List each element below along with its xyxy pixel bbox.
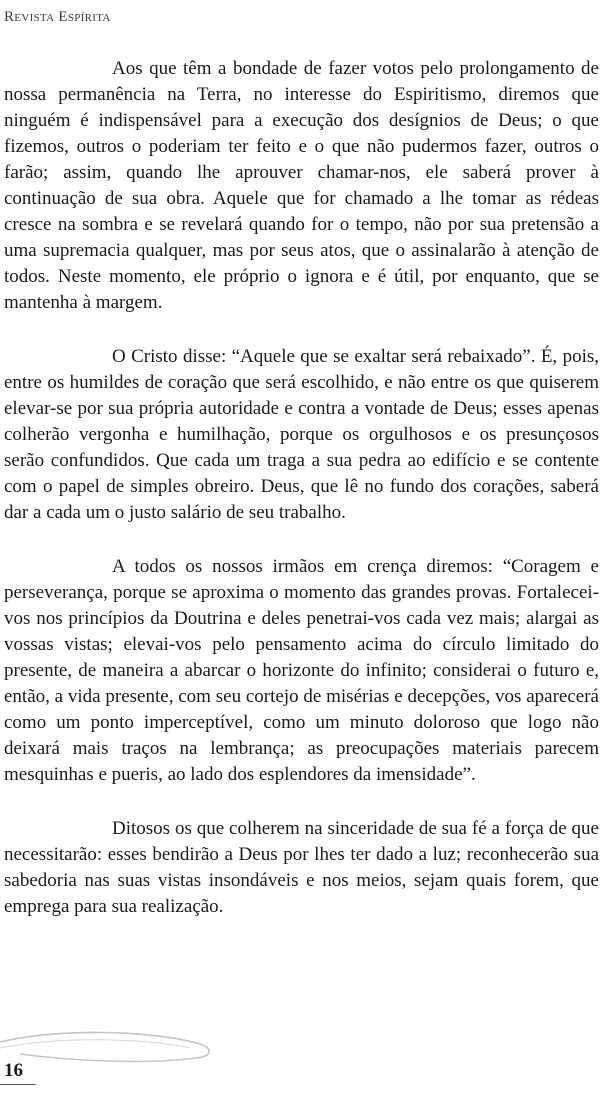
running-header: Revista Espírita [4,9,111,25]
paragraph-2: O Cristo disse: “Aquele que se exaltar será rebaixado”. É, pois, entre os humildes de coração que será escolhido, e não entre os que quiserem elevar-se por sua própria autoridade e contra a vontade de Deus; esses apenas colherão vergonha e humilhação, porque os orgulhosos e os presunçosos serão confundidos. Que cada um traga a sua pedra ao edifício e se contente com o papel de simples obreiro. Deus, que lê no fundo dos corações, saberá dar a cada um o justo salário de seu trabalho. [4,346,599,523]
page-number-rule [0,1084,36,1085]
page-number: 16 [4,1060,23,1081]
paragraph-3: A todos os nossos irmãos em crença diremos: “Coragem e perseverança, porque se aproxima o momento das grandes provas. Fortalecei-vos nos princípios da Doutrina e deles penetrai-vos cada vez mais; alargai as vossas vistas; elevai-vos pelo pensamento acima do círculo limitado do presente, de maneira a abarcar o horizonte do infinito; considerai o futuro e, então, a vida presente, com seu cortejo de misérias e decepções, vos aparecerá como um ponto imperceptível, como um minuto doloroso que logo não deixará mais traços na lembrança; as preocupações materiais parecem mesquinhas e pueris, ao lado dos esplendores da imensidade”. [4,556,599,785]
footer-swoosh-ornament [0,1028,230,1068]
paragraph-4: Ditosos os que colherem na sinceridade de sua fé a força de que necessitarão: esses bendirão a Deus por lhes ter dado a luz; reconhecerão sua sabedoria nas suas vistas insondáveis e nos meios, sejam quais forem, que emprega para sua realização. [4,818,599,917]
page-body [4,56,599,920]
paragraph-1: Aos que têm a bondade de fazer votos pelo prolongamento de nossa permanência na Terra, no interesse do Espiritismo, diremos que ninguém é indispensável para a execução dos desígnios de Deus; o que fizemos, outros o poderiam ter feito e o que não pudermos fazer, outros o farão; assim, quando lhe aprouver chamar-nos, ele saberá prover à continuação de sua obra. Aquele que for chamado a lhe tomar as rédeas cresce na sombra e se revelará quando for o tempo, não por sua pretensão a uma supremacia qualquer, mas por seus atos, que o assinalarão à atenção de todos. Neste momento, ele próprio o ignora e é útil, por enquanto, que se mantenha à margem. [4,58,599,313]
